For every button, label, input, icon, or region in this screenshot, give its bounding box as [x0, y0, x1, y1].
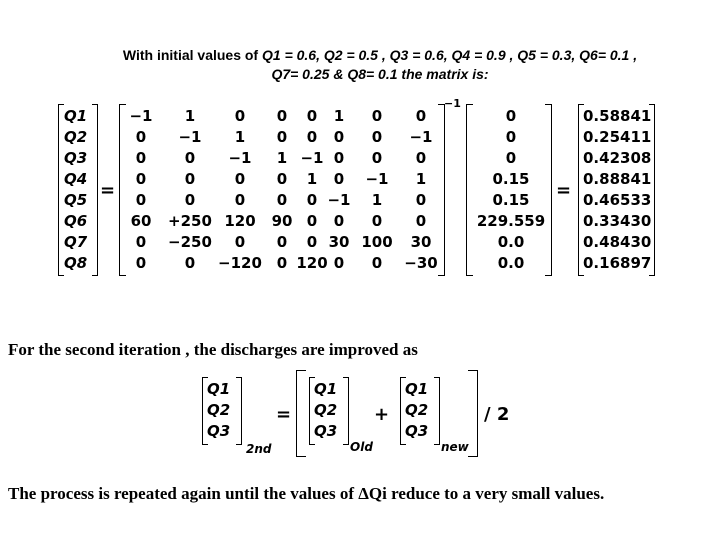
intro-line-2: Q7= 0.25 & Q8= 0.1 the matrix is: — [271, 66, 489, 82]
result-entry: 0.58841 — [583, 107, 652, 125]
matrix-cell: 1 — [234, 128, 246, 146]
label-old: Old — [350, 440, 373, 454]
result-entry: 0.48430 — [583, 233, 652, 251]
outer-right-bracket — [468, 370, 478, 457]
inverse-exponent: −1 — [444, 97, 461, 110]
matrix-cell: 0 — [415, 212, 427, 230]
plus-sign: + — [374, 404, 390, 425]
matrix-cell: 0 — [371, 149, 383, 167]
matrix-cell: −1 — [178, 128, 202, 146]
matrix-cell: 1 — [371, 191, 383, 209]
matrix-cell: 0 — [371, 254, 383, 272]
q-old-entry: Q1 — [314, 380, 338, 398]
matrix-cell: 0 — [333, 128, 345, 146]
matrix-cell: 0 — [184, 149, 196, 167]
matrix-cell: 90 — [271, 212, 293, 230]
divide-by-two: / 2 — [484, 404, 510, 425]
q-2nd-entry: Q3 — [207, 422, 231, 440]
result-entry: 0.16897 — [583, 254, 652, 272]
matrix-cell: 0 — [371, 107, 383, 125]
matrix-cell: 0 — [135, 128, 147, 146]
q-new-entry: Q1 — [405, 380, 429, 398]
matrix-cell: 0 — [415, 191, 427, 209]
second-iteration-text: For the second iteration , the discharges are improved as — [8, 340, 418, 359]
matrix-cell: 0 — [135, 191, 147, 209]
q-vector — [64, 106, 87, 274]
q-vector-entry: Q7 — [64, 233, 88, 251]
rhs-entry: 0 — [505, 128, 517, 146]
matrix-cell: 0 — [306, 128, 318, 146]
q-vector-entry: Q4 — [64, 170, 88, 188]
q-old-vector — [314, 379, 337, 442]
matrix-cell: 0 — [371, 128, 383, 146]
result-entry: 0.42308 — [583, 149, 652, 167]
matrix-cell: −120 — [218, 254, 262, 272]
matrix-cell: 0 — [306, 212, 318, 230]
q-2nd-entry: Q2 — [207, 401, 231, 419]
matrix-cell: −1 — [129, 107, 153, 125]
matrix-cell: 60 — [130, 212, 152, 230]
matrix-cell: 0 — [333, 212, 345, 230]
rhs-entry: 0 — [505, 149, 517, 167]
label-2nd: 2nd — [246, 442, 272, 456]
matrix-cell: 30 — [328, 233, 350, 251]
equals-sign-3: = — [276, 404, 292, 425]
rhs-vector — [473, 106, 549, 274]
matrix-cell: 0 — [184, 254, 196, 272]
q-vector-right-bracket — [92, 104, 98, 276]
q-vector-entry: Q1 — [64, 107, 88, 125]
result-entry: 0.88841 — [583, 170, 652, 188]
matrix-cell: 30 — [410, 233, 432, 251]
outer-left-bracket — [296, 370, 306, 457]
matrix-cell: 1 — [333, 107, 345, 125]
matrix-cell: 100 — [361, 233, 393, 251]
matrix-cell: 0 — [234, 233, 246, 251]
matrix-cell: 0 — [135, 233, 147, 251]
rhs-entry: 0.0 — [497, 254, 525, 272]
matrix-cell: 1 — [415, 170, 427, 188]
q-new-entry: Q3 — [405, 422, 429, 440]
result-vector — [583, 106, 651, 274]
matrix-cell: 0 — [234, 107, 246, 125]
matrix-cell: 120 — [224, 212, 256, 230]
rhs-entry: 0.0 — [497, 233, 525, 251]
equals-sign-2: = — [556, 180, 572, 201]
matrix-cell: 0 — [415, 107, 427, 125]
matrix-cell: 0 — [276, 254, 288, 272]
q-old-entry: Q2 — [314, 401, 338, 419]
result-entry: 0.25411 — [583, 128, 652, 146]
matrix-cell: 120 — [296, 254, 328, 272]
q-new-vector — [405, 379, 428, 442]
matrix-cell: −1 — [365, 170, 389, 188]
equals-sign-1: = — [100, 180, 116, 201]
matrix-cell: −1 — [327, 191, 351, 209]
rhs-entry: 0 — [505, 107, 517, 125]
intro-line-1: With initial values of Q1 = 0.6, Q2 = 0.5 , Q3 = 0.6, Q4 = 0.9 , Q5 = 0.3, Q6= 0.1 , — [122, 47, 638, 63]
initial-values: Q1 = 0.6, Q2 = 0.5 , Q3 = 0.6, Q4 = 0.9 , Q5 = 0.3, Q6= 0.1 , — [262, 47, 638, 63]
matrix-cell: 0 — [184, 191, 196, 209]
q-old-right-bracket — [343, 377, 349, 445]
matrix-cell: 0 — [276, 233, 288, 251]
matrix-cell: 0 — [276, 107, 288, 125]
q-vector-entry: Q6 — [64, 212, 88, 230]
label-new: new — [441, 440, 469, 454]
q-vector-entry: Q2 — [64, 128, 88, 146]
matrix-cell: −1 — [300, 149, 324, 167]
intro-text — [60, 46, 700, 84]
matrix-cell: 0 — [184, 170, 196, 188]
rhs-entry: 0.15 — [492, 170, 530, 188]
result-entry: 0.46533 — [583, 191, 652, 209]
matrix-cell: 0 — [333, 149, 345, 167]
matrix-cell: 0 — [135, 170, 147, 188]
matrix-cell: 1 — [276, 149, 288, 167]
matrix-cell: 0 — [135, 149, 147, 167]
matrix-cell: −250 — [168, 233, 212, 251]
matrix-cell: 0 — [234, 170, 246, 188]
matrix-cell: 0 — [276, 128, 288, 146]
q-vector-entry: Q3 — [64, 149, 88, 167]
rhs-entry: 0.15 — [492, 191, 530, 209]
matrix-cell: 1 — [306, 170, 318, 188]
q-old-entry: Q3 — [314, 422, 338, 440]
matrix-cell: 0 — [306, 107, 318, 125]
matrix-cell: −30 — [404, 254, 438, 272]
q-new-right-bracket — [434, 377, 440, 445]
matrix-cell: 0 — [306, 191, 318, 209]
matrix-cell: 0 — [371, 212, 383, 230]
matrix-cell: 0 — [135, 254, 147, 272]
q-2nd-vector — [207, 379, 230, 442]
matrix-right-bracket — [438, 104, 445, 276]
rhs-left-bracket — [466, 104, 473, 276]
matrix-cell: −1 — [409, 128, 433, 146]
q-2nd-right-bracket — [236, 377, 242, 445]
matrix-cell: 0 — [234, 191, 246, 209]
rhs-entry: 229.559 — [476, 212, 546, 230]
matrix-cell: 0 — [333, 170, 345, 188]
result-entry: 0.33430 — [583, 212, 652, 230]
matrix-cell: 0 — [276, 170, 288, 188]
result-right-bracket — [649, 104, 655, 276]
rhs-right-bracket — [545, 104, 552, 276]
matrix-cell: 0 — [333, 254, 345, 272]
matrix-cell: 1 — [184, 107, 196, 125]
matrix-cell: 0 — [415, 149, 427, 167]
matrix-cell: 0 — [306, 233, 318, 251]
conclusion-text: The process is repeated again until the values of ΔQi reduce to a very small values. — [8, 484, 605, 503]
q-vector-entry: Q8 — [64, 254, 88, 272]
matrix-cell: −1 — [228, 149, 252, 167]
matrix-cell: 0 — [276, 191, 288, 209]
q-2nd-entry: Q1 — [207, 380, 231, 398]
matrix-cell: +250 — [168, 212, 212, 230]
q-vector-entry: Q5 — [64, 191, 88, 209]
q-new-entry: Q2 — [405, 401, 429, 419]
